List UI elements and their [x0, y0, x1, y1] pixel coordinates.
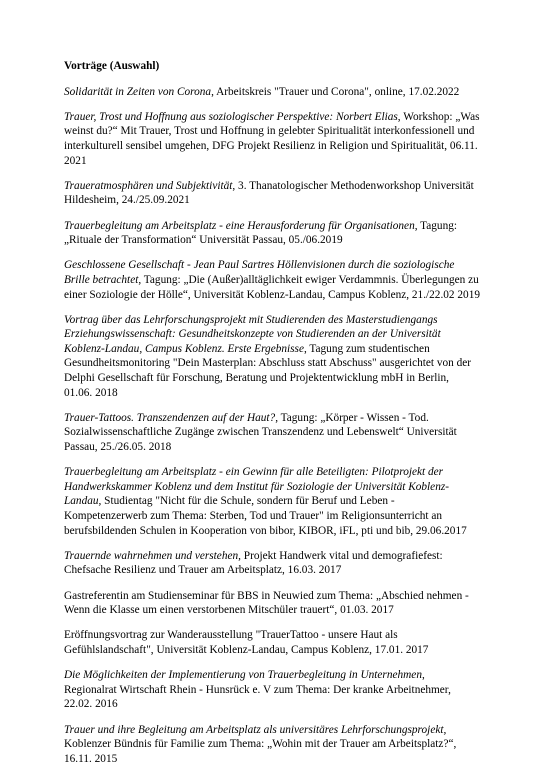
talk-details: , Tagung: „Die (Außer)alltäglichkeit ewiger Verdammnis. Überlegungen zu einer Soziologie der Hölle“, Universität Koblenz-Landau, Campus Koblenz, 21./22.02 2019	[64, 273, 480, 301]
talk-title: Solidarität in Zeiten von Corona	[64, 85, 212, 98]
talk-details: Studientag "Nicht für die Schule, sondern für Beruf und Leben - Kompetenzerwerb zum Thema: Sterben, Tod und Trauer" im Religionsunterricht an berufsbildenden Schulen in Kooperation von bibor, KIBOR, iFL, pti und bib, 29.06.2017	[64, 495, 467, 537]
talk-title: Trauerbegleitung am Arbeitsplatz - ein Gewinn für alle Beteiligten: Pilotprojekt der Handwerkskammer Koblenz und dem Institut für Soziologie der Universität Koblenz-Landau,	[64, 466, 450, 508]
talk-title: Die Möglichkeiten der Implementierung von Trauerbegleitung in Unternehmen	[64, 669, 422, 682]
talk-details: Eröffnungsvortrag zur Wanderausstellung "TrauerTattoo - unsere Haut als Gefühlslandschaft", Universität Koblenz-Landau, Campus Koblenz, 17.01. 2017	[64, 629, 429, 656]
talk-details: Gastreferentin am Studienseminar für BBS in Neuwied zum Thema: „Abschied nehmen - Wenn die Klasse um einen verstorbenen Mitschüler trauert“, 01.03. 2017	[64, 589, 469, 617]
talk-entry	[64, 628, 480, 657]
talk-entry	[64, 313, 480, 401]
talk-details: , Tagung: „Rituale der Transformation“ Universität Passau, 05./06.2019	[64, 219, 458, 247]
talk-details: Projekt Handwerk vital und demografiefest: Chefsache Resilienz und Trauer am Arbeitsplatz, 16.03. 2017	[64, 549, 443, 577]
talk-details: , Tagung zum studentischen Gesundheitsmonitoring "Dein Masterplan: Abschluss statt Abschuss" ausgerichtet von der Delphi Gesellschaft für Forschung, Beratung und Projektentwicklung mbH in Berlin, 01.06. 2018	[64, 342, 472, 399]
talk-title: Trauer und ihre Begleitung am Arbeitsplatz als universitäres Lehrforschungsprojekt,	[64, 723, 447, 736]
talk-details: , 3. Thanatologischer Methodenworkshop Universität Hildesheim, 24./25.09.2021	[64, 179, 474, 207]
talk-details: , Tagung: „Körper - Wissen - Tod. Sozialwissenschaftliche Zugänge zwischen Transzendenz und Lebenswelt“ Universität Passau, 25./26.05. 2018	[64, 411, 457, 454]
talk-details: , Arbeitskreis "Trauer und Corona", online, 17.02.2022	[211, 85, 460, 98]
talk-title: Traueratmosphären und Subjektivität	[64, 179, 233, 192]
talk-entry	[64, 723, 480, 767]
talk-entry	[64, 258, 480, 302]
talk-title: Geschlossene Gesellschaft - Jean Paul Sartres Höllenvisionen durch die soziologische Brille betrachtet	[64, 259, 455, 286]
talk-entry	[64, 668, 480, 712]
talk-entry	[64, 179, 480, 208]
talk-entry	[64, 411, 480, 455]
talk-entry	[64, 465, 480, 538]
section-heading: Vorträge (Auswahl)	[64, 60, 160, 72]
talk-title: Vortrag über das Lehrforschungsprojekt mit Studierenden des Masterstudiengangs Erziehungswissenschaft: Gesundheitskonzepte von Studierenden an der Universität Koblenz-Landau, Campus Koblenz. Erste Ergebnisse	[64, 313, 441, 355]
talk-entry	[64, 85, 480, 100]
talk-details: , Regionalrat Wirtschaft Rhein - Hunsrück e. V zum Thema: Der kranke Arbeitnehmer, 22.02. 2016	[64, 669, 451, 711]
talk-entry	[64, 589, 480, 618]
talk-entry	[64, 549, 480, 578]
talk-title: Trauernde wahrnehmen und verstehen,	[64, 549, 241, 562]
talk-title: Trauer, Trost und Hoffnung aus soziologischer Perspektive: Norbert Elias	[64, 110, 398, 123]
talk-details: , Workshop: „Was weinst du?“ Mit Trauer, Trost und Hoffnung in gelebter Spiritualität interkonfessionell und interkulturell sensibel umgehen, DFG Projekt Resilienz in Religion und Spiritualität, 06.11. 2021	[64, 110, 480, 167]
talk-title: Trauerbegleitung am Arbeitsplatz - eine Herausforderung für Organisationen	[64, 219, 415, 232]
document-page	[64, 59, 480, 777]
talk-details: Koblenzer Bündnis für Familie zum Thema: „Wohin mit der Trauer am Arbeitsplatz?“, 16.11. 2015	[64, 738, 457, 765]
talk-title: Trauer-Tattoos. Transzendenzen auf der Haut?	[64, 411, 276, 424]
talk-entry	[64, 110, 480, 168]
talk-entry	[64, 219, 480, 248]
